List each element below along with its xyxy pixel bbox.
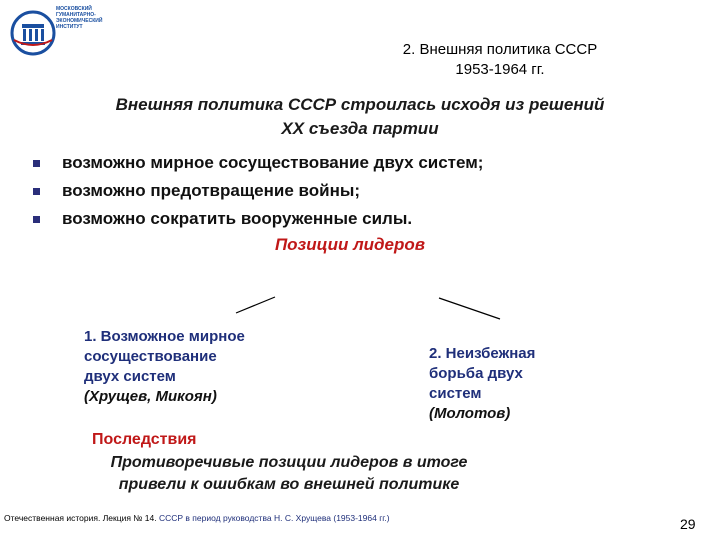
list-item-text: возможно мирное сосуществование двух систем; xyxy=(62,153,484,172)
header-title: 2. Внешняя политика СССР xyxy=(402,41,598,58)
position-line-last xyxy=(429,384,669,424)
positions-title: Позиции лидеров xyxy=(274,235,426,254)
position-line: сосуществование xyxy=(84,348,217,365)
logo-line: МОСКОВСКИЙ xyxy=(56,6,92,12)
position-line-plain: систем xyxy=(429,385,482,402)
arrow-left-icon xyxy=(236,297,275,313)
arrow-right-icon xyxy=(439,298,500,319)
logo-line: ИНСТИТУТ xyxy=(56,24,83,30)
logo-line: ЭКОНОМИЧЕСКИЙ xyxy=(56,18,103,24)
footer-caption xyxy=(4,513,390,523)
position-line: двух систем xyxy=(84,368,176,385)
intro-line-2: XX съезда партии xyxy=(281,119,439,138)
position-line: 1. Возможное мирное xyxy=(84,328,245,345)
position-line: борьба двух xyxy=(429,365,523,382)
list-item-text: возможно предотвращение войны; xyxy=(62,181,361,200)
position-leaders: (Хрущев, Микоян) xyxy=(84,388,217,405)
position-khrushchev xyxy=(84,327,324,407)
logo-line: ГУМАНИТАРНО- xyxy=(56,12,96,18)
consequences-line-1: Противоречивые позиции лидеров в итоге xyxy=(110,454,468,471)
consequences-text xyxy=(54,452,524,496)
footer-lecture-topic: СССР в период руководства Н. С. Хрущева (1953-1964 гг.) xyxy=(158,513,390,523)
position-line: 2. Неизбежная xyxy=(429,345,536,362)
list-item-text: возможно сократить вооруженные силы. xyxy=(62,209,413,228)
consequences-title: Последствия xyxy=(92,431,197,448)
intro-line-1: Внешняя политика СССР строилась исходя из решений xyxy=(115,95,605,114)
consequences-line-2: привели к ошибкам во внешней политике xyxy=(118,476,460,493)
header-years: 1953-1964 гг. xyxy=(455,61,545,78)
position-molotov xyxy=(429,344,669,424)
position-leaders: (Молотов) xyxy=(429,405,511,422)
page-number: 29 xyxy=(680,516,696,532)
footer-course: Отечественная история. Лекция № 14. xyxy=(4,513,159,523)
